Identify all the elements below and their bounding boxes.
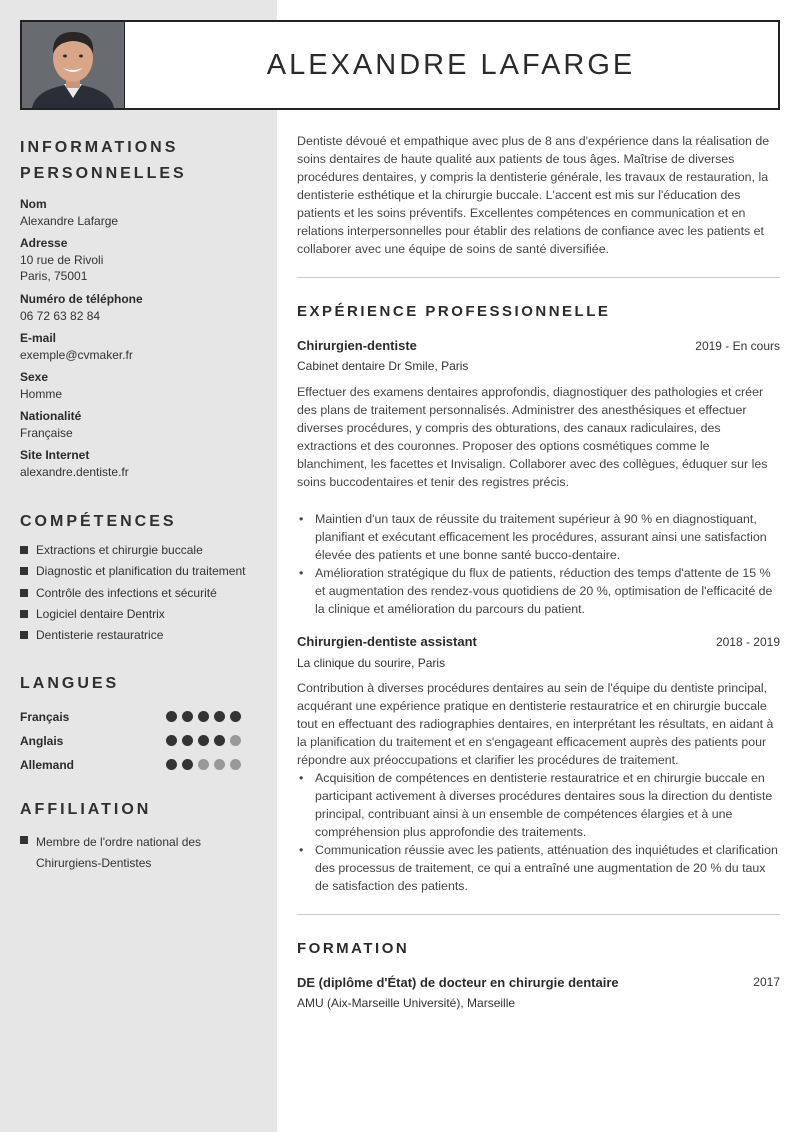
skill-item bbox=[20, 607, 165, 621]
job-description: Effectuer des examens dentaires approfondis, diagnostiquer des pathologies et créer des plans de traitement personnalisés. Administrer des anesthésiques et effectuer diverses procédures, y compris des obturations, des canaux radiculaires, des extractions et des couronnes. Proposer des options cosmétiques comme le blanchiment, les facettes et Invisalign. Collaborer avec des collègues, éduquer sur les soins buccodentaires et tenir des registres précis. bbox=[297, 385, 768, 489]
info-value-address-line1: 10 rue de Rivoli bbox=[20, 253, 104, 267]
level-dot-filled bbox=[214, 711, 225, 722]
level-dot-empty bbox=[214, 759, 225, 770]
affiliation-line1: Membre de l'ordre national des bbox=[36, 835, 202, 849]
language-level-dots bbox=[166, 759, 241, 770]
job-title: Chirurgien-dentiste bbox=[297, 338, 417, 353]
info-label-gender: Sexe bbox=[20, 370, 49, 384]
skill-label: Extractions et chirurgie buccale bbox=[36, 543, 203, 557]
language-level-dots bbox=[166, 711, 241, 722]
achievement-text: Communication réussie avec les patients, atténuation des inquiétudes et clarification des processus de traitement, ce qui a entraîné une augmentation de 20 % du taux de satisfaction des patients. bbox=[315, 843, 778, 893]
affiliation-title: AFFILIATION bbox=[20, 801, 152, 818]
job-dates: 2019 - En cours bbox=[695, 339, 780, 353]
bullet-square-icon bbox=[20, 567, 28, 575]
affiliation-line2: Chirurgiens-Dentistes bbox=[36, 856, 152, 870]
info-value-gender: Homme bbox=[20, 387, 63, 401]
achievement-item bbox=[297, 769, 780, 841]
bullet-dot-icon: • bbox=[299, 771, 304, 785]
info-value-email[interactable]: exemple@cvmaker.fr bbox=[20, 348, 133, 362]
profile-summary: Dentiste dévoué et empathique avec plus de 8 ans d'expérience dans la réalisation de soins dentaires de haute qualité aux patients de tous âges. Maîtrise de diverses procédures dentaires, y compris la dentisterie générale, les travaux de restauration, la dentisterie esthétique et la chirurgie buccale. L'accent est mis sur l'éducation des patients et les soins préventifs. Excellentes compétences en communication et en relations interpersonnelles pour établir des relations de confiance avec les patients et collaborer avec une équipe de soins de santé diversifiée. bbox=[297, 134, 770, 256]
level-dot-filled bbox=[198, 711, 209, 722]
job-dates: 2018 - 2019 bbox=[715, 635, 780, 649]
skill-item bbox=[20, 586, 217, 600]
school-name: AMU (Aix-Marseille Université), Marseille bbox=[297, 996, 516, 1010]
level-dot-filled bbox=[230, 711, 241, 722]
job-organization: Cabinet dentaire Dr Smile, Paris bbox=[297, 359, 469, 373]
bullet-dot-icon: • bbox=[299, 566, 304, 580]
info-value-website[interactable]: alexandre.dentiste.fr bbox=[20, 465, 129, 479]
level-dot-empty bbox=[230, 759, 241, 770]
info-label-website: Site Internet bbox=[20, 448, 90, 462]
divider bbox=[297, 277, 780, 278]
language-name: Anglais bbox=[20, 734, 64, 748]
affiliation-text bbox=[36, 832, 201, 874]
bullet-dot-icon: • bbox=[299, 843, 304, 857]
info-value-phone: 06 72 63 82 84 bbox=[20, 309, 101, 323]
achievement-item bbox=[297, 564, 780, 618]
degree-title: DE (diplôme d'État) de docteur en chirurgie dentaire bbox=[297, 975, 619, 990]
level-dot-filled bbox=[166, 711, 177, 722]
language-name: Français bbox=[20, 710, 70, 724]
info-value-name: Alexandre Lafarge bbox=[20, 214, 119, 228]
info-label-address: Adresse bbox=[20, 236, 68, 250]
skill-item bbox=[20, 543, 203, 557]
achievement-item bbox=[297, 510, 780, 564]
job-organization: La clinique du sourire, Paris bbox=[297, 656, 446, 670]
personal-info-title-line2: PERSONNELLES bbox=[20, 165, 187, 182]
achievement-item bbox=[297, 841, 780, 895]
header bbox=[20, 20, 780, 110]
achievement-text: Maintien d'un taux de réussite du traitement supérieur à 90 % en diagnostiquant, planifiant et exécutant efficacement les procédures, assurant ainsi une satisfaction élevée des patients et une bonne santé bucco-dentaire. bbox=[315, 512, 767, 562]
info-value-nationality: Française bbox=[20, 426, 73, 440]
level-dot-filled bbox=[182, 711, 193, 722]
level-dot-filled bbox=[166, 759, 177, 770]
job-achievements bbox=[297, 769, 780, 895]
skills-title: COMPÉTENCES bbox=[20, 513, 177, 530]
divider bbox=[297, 914, 780, 915]
bullet-square-icon bbox=[20, 631, 28, 639]
level-dot-filled bbox=[182, 735, 193, 746]
level-dot-empty bbox=[230, 735, 241, 746]
job-achievements bbox=[297, 510, 780, 618]
degree-year: 2017 bbox=[753, 975, 780, 989]
job-title: Chirurgien-dentiste assistant bbox=[297, 634, 477, 649]
achievement-text: Amélioration stratégique du flux de patients, réduction des temps d'attente de 15 % et augmentation des rendez-vous quotidiens de 20 %, optimisation de l'efficacité de la clinique et amélioration du parcours du patient. bbox=[315, 566, 773, 616]
info-label-email: E-mail bbox=[20, 331, 57, 345]
skill-label: Diagnostic et planification du traitement bbox=[36, 564, 246, 578]
achievement-text: Acquisition de compétences en dentisterie restauratrice et en chirurgie buccale en participant activement à diverses procédures dentaires sous la direction du dentiste principal, contribuant ainsi à un ensemble de compétences élargies et à une compréhension plus approfondie des traitements. bbox=[315, 771, 773, 839]
education-title: FORMATION bbox=[297, 940, 410, 957]
info-label-phone: Numéro de téléphone bbox=[20, 292, 143, 306]
profile-photo bbox=[22, 22, 125, 108]
skill-item bbox=[20, 628, 163, 642]
level-dot-empty bbox=[198, 759, 209, 770]
skill-label: Dentisterie restauratrice bbox=[36, 628, 164, 642]
personal-info-title: INFORMATIONS bbox=[20, 139, 179, 156]
language-level-dots bbox=[166, 735, 241, 746]
info-value-address-line2: Paris, 75001 bbox=[20, 269, 88, 283]
portrait-image bbox=[22, 22, 124, 108]
languages-title: LANGUES bbox=[20, 675, 120, 692]
info-label-nationality: Nationalité bbox=[20, 409, 82, 423]
info-label-name: Nom bbox=[20, 197, 47, 211]
bullet-square-icon bbox=[20, 546, 28, 554]
bullet-square-icon bbox=[20, 610, 28, 618]
full-name: ALEXANDRE LAFARGE bbox=[266, 48, 636, 81]
level-dot-filled bbox=[182, 759, 193, 770]
experience-title: EXPÉRIENCE PROFESSIONNELLE bbox=[297, 303, 611, 320]
bullet-square-icon bbox=[20, 589, 28, 597]
level-dot-filled bbox=[166, 735, 177, 746]
bullet-square-icon bbox=[20, 836, 28, 844]
level-dot-filled bbox=[214, 735, 225, 746]
bullet-dot-icon: • bbox=[299, 512, 304, 526]
skill-label: Logiciel dentaire Dentrix bbox=[36, 607, 165, 621]
language-name: Allemand bbox=[20, 758, 75, 772]
level-dot-filled bbox=[198, 735, 209, 746]
skill-label: Contrôle des infections et sécurité bbox=[36, 586, 217, 600]
affiliation-item bbox=[20, 832, 201, 874]
job-description: Contribution à diverses procédures dentaires au sein de l'équipe du dentiste principal, acquérant une expérience pratique en dentisterie restauratrice et en chirurgie buccale tout en effectuant des radiographies dentaires, en interprétant les résultats, en aidant à la planification du traitement et en s'engageant efficacement auprès des patients pour répondre aux préoccupations et clarifier les procédures de traitement. bbox=[297, 681, 774, 767]
skill-item bbox=[20, 564, 245, 578]
